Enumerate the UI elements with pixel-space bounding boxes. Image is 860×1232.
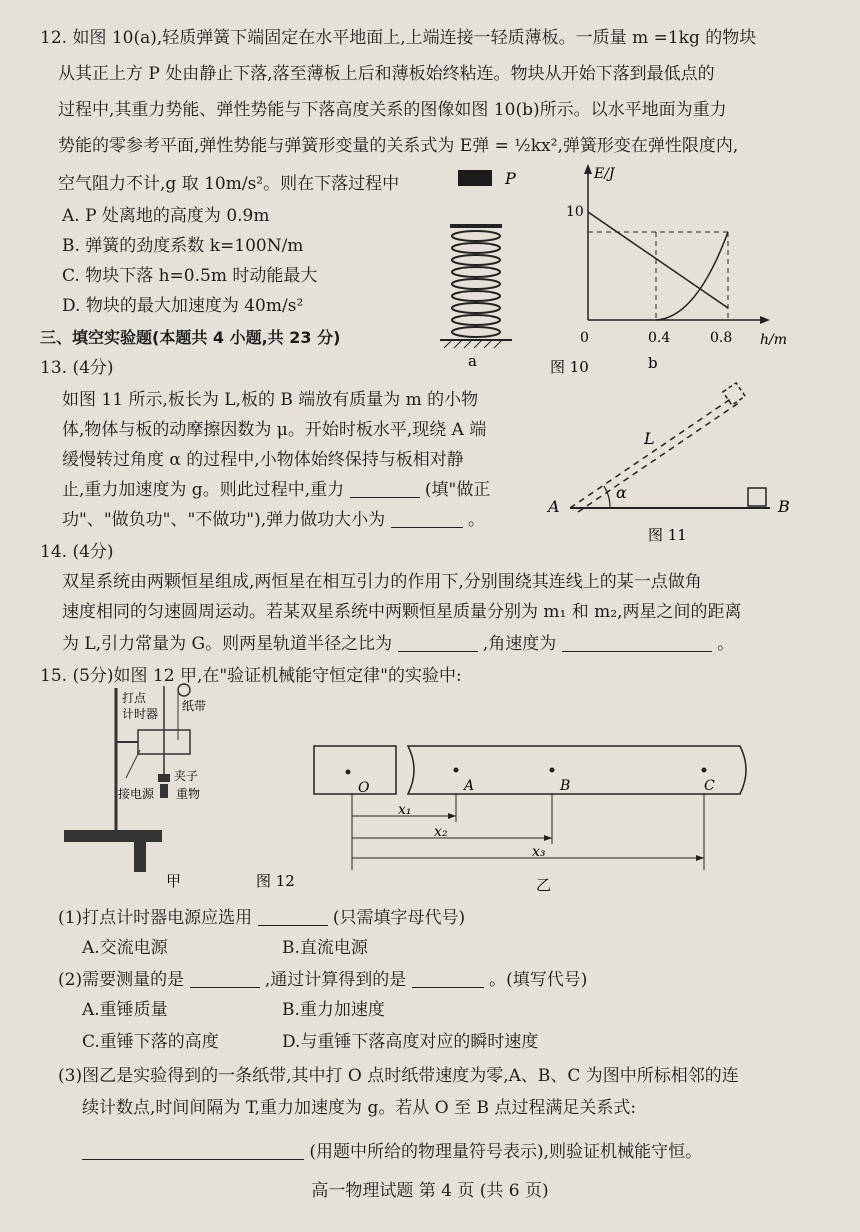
q15-part-3-line-2: 续计数点,时间间隔为 T,重力加速度为 g。若从 O 至 B 点过程满足关系式: — [82, 1098, 637, 1118]
figure-11 — [540, 380, 830, 550]
thin-plate — [450, 224, 502, 228]
y-tick-10: 10 — [566, 204, 584, 220]
q13-heading: 13. (4分) — [40, 358, 114, 378]
q12-option-c: C. 物块下落 h=0.5m 时动能最大 — [62, 266, 318, 286]
q13-line-5-tail: 。 — [467, 510, 485, 530]
ground-hatch — [444, 340, 502, 348]
q14-heading: 14. (4分) — [40, 542, 114, 562]
q15-part-3-tail: (用题中所给的物理量符号表示),则验证机械能守恒。 — [309, 1142, 703, 1162]
power-wire — [126, 750, 140, 778]
q15-part-2 — [58, 968, 587, 992]
q15-opt-a: A.交流电源 — [82, 938, 168, 958]
q15-measure-opt-a: A.重锤质量 — [82, 1000, 168, 1020]
board-rotated — [570, 398, 732, 508]
q12-line-4: 势能的零参考平面,弹性势能与弹簧形变量的关系式为 E弹 = ½kx²,弹簧形变在弹性限度内, — [58, 136, 739, 156]
q15-part-2-tail: 。(填写代号) — [489, 970, 588, 990]
q15-part-1-tail: (只需填字母代号) — [332, 908, 466, 928]
q13-line-1: 如图 11 所示,板长为 L,板的 B 端放有质量为 m 的小物 — [62, 390, 479, 410]
gravity-pe-line — [588, 212, 728, 308]
figure-12-apparatus — [58, 680, 308, 890]
q13-line-4 — [62, 478, 490, 502]
weight — [160, 784, 168, 798]
q12-line-5: 空气阻力不计,g 取 10m/s²。则在下落过程中 — [58, 174, 400, 194]
q12-line-2: 从其正上方 P 处由静止下落,落至薄板上后和薄板始终粘连。物块从开始下落到最低点的 — [58, 64, 715, 84]
q14-line-3-tail: 。 — [717, 634, 735, 654]
page-footer: 高一物理试题 第 4 页 (共 6 页) — [311, 1181, 549, 1201]
point-b — [550, 768, 555, 773]
elastic-pe-curve — [656, 232, 728, 320]
q15-part-3-line-3 — [82, 1140, 702, 1164]
tape-segment-1 — [314, 746, 396, 794]
stand-base — [64, 830, 162, 842]
q15-part-2-mid: ,通过计算得到的是 — [264, 970, 407, 990]
y-axis-arrow — [584, 164, 592, 174]
fig11-alpha: α — [616, 483, 627, 502]
q12-option-d: D. 物块的最大加速度为 40m/s² — [62, 296, 304, 316]
fig11-label-a: A — [548, 497, 560, 516]
dim-x1-arrow — [448, 813, 456, 819]
label-x1: x₁ — [398, 802, 412, 818]
label-jiedianyuan: 接电源 — [118, 787, 155, 801]
fig10-label-b: b — [648, 354, 658, 372]
dim-x3-arrow — [696, 855, 704, 861]
figure-12-tape — [300, 730, 760, 900]
q12-option-b: B. 弹簧的劲度系数 k=100N/m — [62, 236, 304, 256]
label-jiazi: 夹子 — [174, 769, 199, 783]
fig11-caption: 图 11 — [648, 526, 687, 544]
x-tick-0: 0 — [580, 330, 589, 346]
board-rotated-edge — [578, 402, 740, 512]
q15-part-2-text: (2)需要测量的是 — [58, 970, 185, 990]
fig11-label-b: B — [778, 497, 790, 516]
fig12-caption: 图 12 — [256, 872, 295, 890]
stand-leg — [134, 842, 146, 872]
x-tick-0-8: 0.8 — [710, 330, 733, 346]
point-a — [454, 768, 459, 773]
q15-part-3-line-1: (3)图乙是实验得到的一条纸带,其中打 O 点时纸带速度为零,A、B、C 为图中所标相邻的连 — [58, 1066, 739, 1086]
fig10-label-a: a — [468, 352, 477, 370]
x-axis-arrow — [760, 316, 770, 324]
fig10-label-p: P — [505, 169, 516, 188]
q13-line-3: 缓慢转过角度 α 的过程中,小物体始终保持与板相对静 — [62, 450, 464, 470]
q13-line-5 — [62, 508, 485, 532]
section-3-heading: 三、填空实验题(本题共 4 小题,共 23 分) — [40, 328, 341, 347]
q14-line-1: 双星系统由两颗恒星组成,两恒星在相互引力的作用下,分别围绕其连线上的某一点做角 — [62, 572, 702, 592]
q15-measure-opt-c: C.重锤下落的高度 — [82, 1032, 219, 1052]
fig12-yi: 乙 — [536, 876, 552, 894]
angle-arc — [604, 486, 610, 508]
q15-measure-opt-b: B.重力加速度 — [282, 1000, 385, 1020]
q13-blank-1[interactable] — [350, 479, 420, 498]
block-p — [458, 170, 492, 186]
fig12-jia: 甲 — [166, 872, 182, 890]
q15-part-1-text: (1)打点计时器电源应选用 — [58, 908, 253, 928]
q13-line-4-text: 止,重力加速度为 g。则此过程中,重力 — [62, 480, 345, 500]
q13-line-4-tail: (填"做正 — [424, 480, 491, 500]
q12-line-3: 过程中,其重力势能、弹性势能与下落高度关系的图像如图 10(b)所示。以水平地面为重力 — [58, 100, 727, 120]
figure-10 — [430, 160, 840, 380]
label-a: A — [464, 778, 475, 794]
q14-blank-1[interactable] — [398, 633, 478, 652]
label-b: B — [560, 778, 571, 794]
label-o: O — [358, 780, 370, 796]
q14-blank-2[interactable] — [562, 633, 712, 652]
label-x3: x₃ — [532, 844, 546, 860]
label-dadian: 打点 — [122, 691, 147, 705]
tape-roll — [178, 684, 190, 696]
q12-option-a: A. P 处离地的高度为 0.9m — [62, 206, 270, 226]
label-x2: x₂ — [434, 824, 448, 840]
q15-heading: 15. (5分)如图 12 甲,在"验证机械能守恒定律"的实验中: — [40, 666, 462, 686]
q14-line-3 — [62, 632, 734, 656]
label-zhidai: 纸带 — [182, 699, 207, 713]
dim-x2-arrow — [544, 835, 552, 841]
q14-line-3-mid: ,角速度为 — [482, 634, 557, 654]
point-c — [702, 768, 707, 773]
q15-blank-2[interactable] — [190, 969, 260, 988]
fig11-label-l: L — [644, 429, 655, 448]
q13-line-5-text: 功"、"做负功"、"不做功"),弹力做功大小为 — [62, 510, 386, 530]
spring — [452, 231, 500, 337]
small-block — [748, 488, 766, 506]
label-zhongwu: 重物 — [176, 787, 201, 801]
q15-opt-b: B.直流电源 — [282, 938, 368, 958]
label-jishiqi: 计时器 — [122, 707, 159, 721]
q14-line-3-text: 为 L,引力常量为 G。则两星轨道半径之比为 — [62, 634, 393, 654]
tape-segment-2 — [408, 746, 746, 794]
clip — [158, 774, 170, 782]
q13-blank-2[interactable] — [391, 509, 463, 528]
q15-blank-4[interactable] — [82, 1141, 304, 1160]
q12-line-1: 12. 如图 10(a),轻质弹簧下端固定在水平地面上,上端连接一轻质薄板。一质量 m =1kg 的物块 — [40, 28, 757, 48]
y-axis-label: E/J — [594, 166, 615, 182]
label-c: C — [704, 778, 715, 794]
fig10-caption: 图 10 — [550, 358, 589, 376]
x-axis-label: h/m — [760, 332, 788, 348]
x-tick-0-4: 0.4 — [648, 330, 671, 346]
q15-blank-1[interactable] — [258, 907, 328, 926]
q14-line-2: 速度相同的匀速圆周运动。若某双星系统中两颗恒星质量分别为 m₁ 和 m₂,两星之间的距离 — [62, 602, 742, 622]
q15-blank-3[interactable] — [412, 969, 484, 988]
point-o — [346, 770, 351, 775]
q15-part-1 — [58, 906, 465, 930]
q13-line-2: 体,物体与板的动摩擦因数为 μ。开始时板水平,现绕 A 端 — [62, 420, 487, 440]
q15-measure-opt-d: D.与重锤下落高度对应的瞬时速度 — [282, 1032, 539, 1052]
